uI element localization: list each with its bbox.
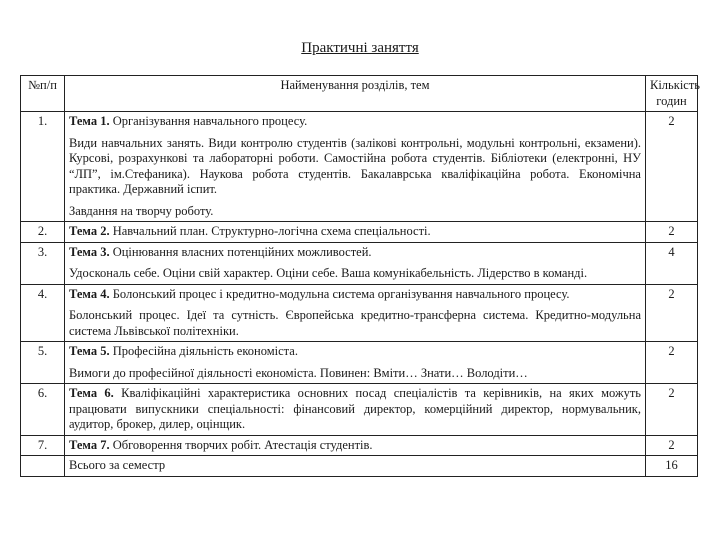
topic-label: Тема 1. (69, 114, 110, 128)
row-num: 2. (21, 222, 65, 243)
row-num: 7. (21, 435, 65, 456)
topic-title: Професійна діяльність економіста. (112, 344, 298, 358)
topic-description: Вимоги до професійної діяльності економіста. Повинен: Вміти… Знати… Володіти… (69, 365, 528, 380)
topic-label: Тема 4. (69, 286, 110, 301)
row-hours: 2 (646, 222, 698, 243)
table-row (21, 112, 698, 222)
topic-label: Тема 3. (69, 244, 110, 259)
row-hours: 2 (646, 284, 698, 342)
topic-title: Обговорення творчих робіт. Атестація студентів. (112, 437, 373, 452)
row-num: 3. (21, 242, 65, 284)
total-num (21, 456, 65, 477)
row-num: 4. (21, 284, 65, 342)
table-row (21, 284, 698, 342)
table-row (21, 242, 698, 284)
table-header-row (21, 76, 698, 112)
row-hours: 2 (646, 342, 698, 384)
topic-title: Навчальний план. Структурно-логічна схема спеціальності. (112, 224, 431, 238)
topic-label: Тема 5. (69, 344, 110, 358)
total-label: Всього за семестр (65, 456, 646, 477)
header-num: №п/п (21, 76, 65, 112)
topic-description: Болонський процес. Ідеї та сутність. Європейська кредитно-трансферна система. Кредитно-модульна система Львівської політехніки. (69, 308, 641, 338)
total-hours: 16 (646, 456, 698, 477)
topic-title: Кваліфікаційні характеристика основних посад спеціалістів та керівників, на яких можуть працювати випускники спеціальності: фінансовий директор, комерційний директор, нормувальник, аудитор, брокер, дилер, оцінщик. (69, 386, 642, 431)
row-num: 6. (21, 384, 65, 436)
table-row (21, 342, 698, 384)
row-num: 1. (21, 112, 65, 222)
row-content (65, 284, 646, 342)
topic-title: Організування навчального процесу. (112, 114, 308, 128)
row-hours: 2 (646, 112, 698, 222)
row-num: 5. (21, 342, 65, 384)
header-name: Найменування розділів, тем (65, 76, 646, 112)
topic-label: Тема 6. (69, 386, 114, 400)
row-content (65, 342, 646, 384)
row-content (65, 222, 646, 243)
topic-extra: Завдання на творчу роботу. (69, 203, 214, 218)
topic-description: Види навчальних занять. Види контролю студентів (залікові контрольні, модульні контрольні, екзамени). Курсові, розрахункові та лабораторні роботи. Самостійна робота студентів. Бібліотеки (електронні, НУ “ЛП”, ім.Стефаника). Наукова робота студентів. Бакалаврська кваліфікаційна робота. Економічна практика. Державний іспит. (69, 135, 641, 196)
row-hours: 4 (646, 242, 698, 284)
table-row (21, 435, 698, 456)
topic-label: Тема 2. (69, 224, 110, 238)
table-row (21, 222, 698, 243)
total-row (21, 456, 698, 477)
table-row (21, 384, 698, 436)
row-hours: 2 (646, 435, 698, 456)
header-hours: Кількість годин (646, 76, 698, 112)
page-title: Практичні заняття (301, 40, 419, 56)
topic-label: Тема 7. (69, 437, 110, 452)
row-content (65, 435, 646, 456)
topic-title: Болонський процес і кредитно-модульна система організування навчального процесу. (112, 286, 570, 301)
topic-title: Оцінювання власних потенційних можливостей. (112, 244, 372, 259)
row-hours: 2 (646, 384, 698, 436)
row-content (65, 384, 646, 436)
practical-classes-table (20, 75, 701, 477)
row-content (65, 242, 646, 284)
topic-description: Удоскональ себе. Оціни свій характер. Оціни себе. Ваша комунікабельність. Лідерство в команді. (69, 266, 588, 280)
row-content (65, 112, 646, 222)
